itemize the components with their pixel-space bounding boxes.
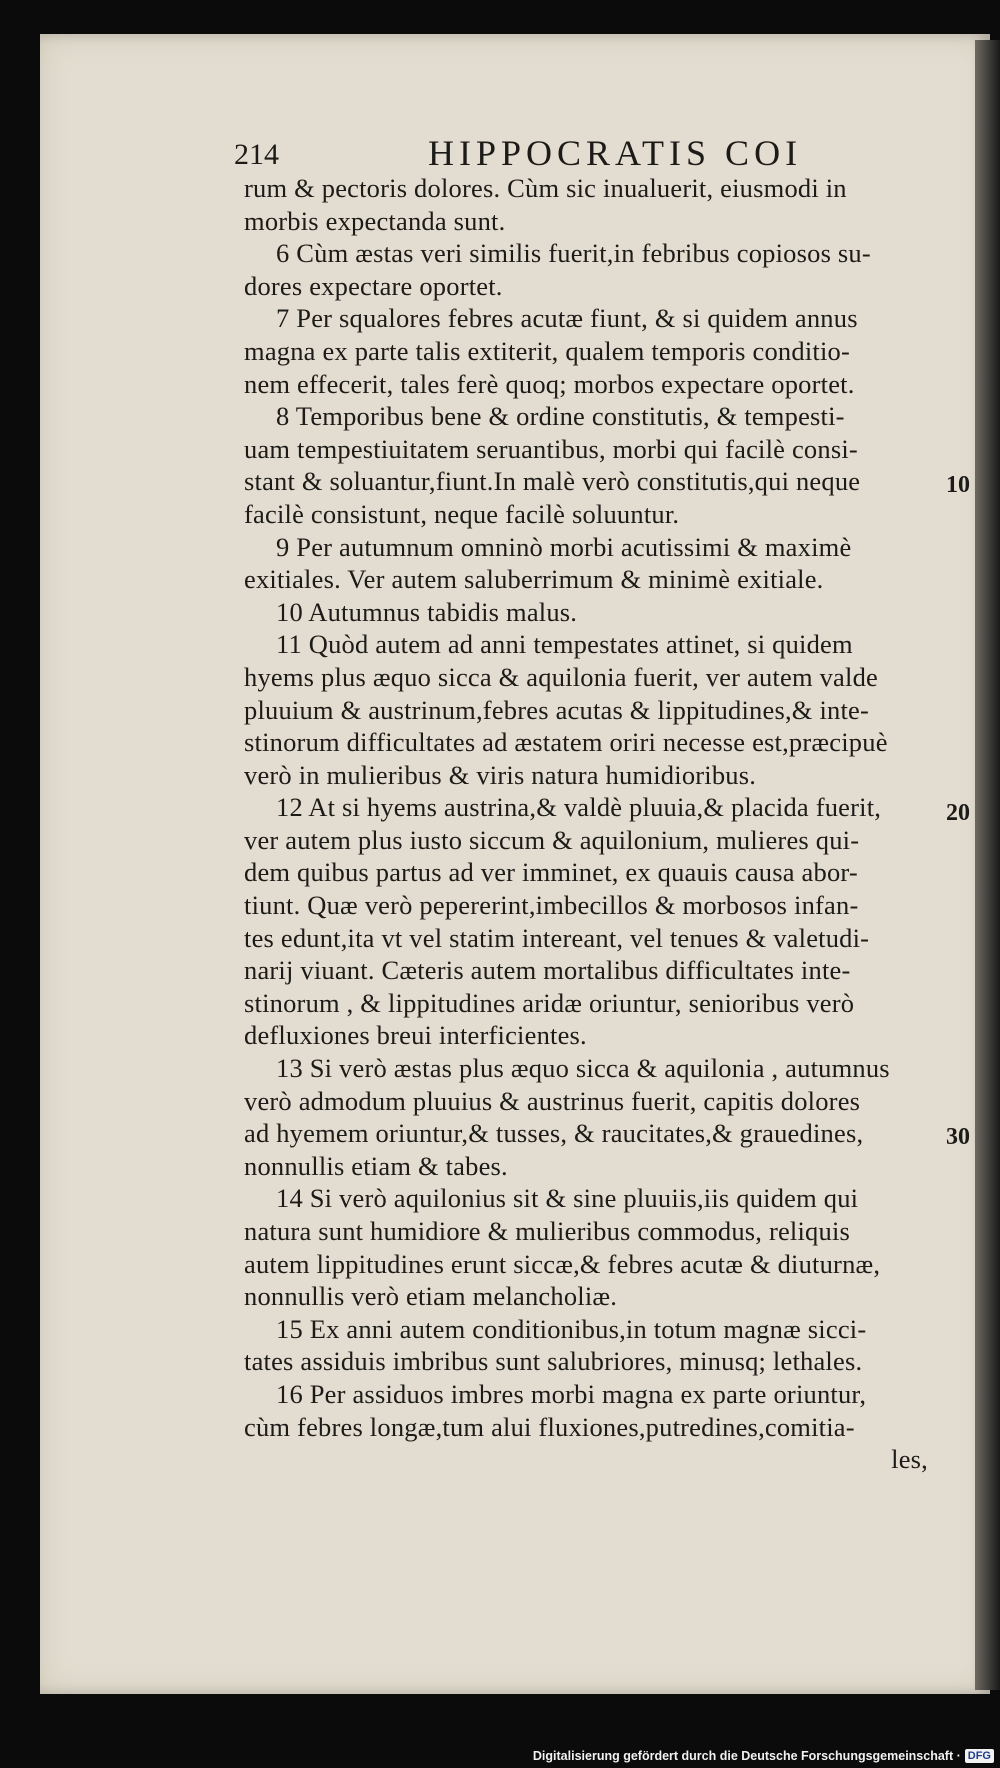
credit-text: Digitalisierung gefördert durch die Deutsche Forschungsgemeinschaft · [532,1749,961,1763]
text-line: verò in mulieribus & viris natura humidioribus. [244,759,757,790]
text-line: defluxiones breui interficientes. [244,1020,587,1051]
text-line: stinorum difficultates ad æstatem oriri necesse est,præcipuè [244,727,888,758]
text-line: nonnullis verò etiam melancholiæ. [244,1281,618,1312]
aphorism-11-line: 11 Quòd autem ad anni tempestates attinet, si quidem [276,629,853,660]
text-line: ad hyemem oriuntur,& tusses, & raucitates,& grauedines, [244,1118,864,1149]
text-line: dores expectare oportet. [244,270,503,301]
text-line: exitiales. Ver autem saluberrimum & minimè exitiale. [244,564,824,595]
text-line: tiunt. Quæ verò pepererint,imbecillos & morbosos infan- [244,890,859,921]
text-line: stant & soluantur,fiunt.In malè verò constitutis,qui neque [244,466,861,497]
text-line: autem lippitudines erunt siccæ,& febres acutæ & diuturnæ, [244,1248,881,1279]
text-line: hyems plus æquo sicca & aquilonia fuerit, ver autem valde [244,661,878,692]
text-line: pluuium & austrinum,febres acutas & lippitudines,& inte- [244,694,870,725]
aphorism-14-line: 14 Si verò aquilonius sit & sine pluuiis,iis quidem qui [276,1183,859,1214]
aphorism-9-line: 9 Per autumnum omninò morbi acutissimi & maximè [276,531,852,562]
aphorism-7-line: 7 Per squalores febres acutæ fiunt, & si quidem annus [276,303,858,334]
aphorism-6-line: 6 Cùm æstas veri similis fuerit,in febribus copiosos su- [276,238,871,269]
text-line: stinorum , & lippitudines aridæ oriuntur, senioribus verò [244,987,855,1018]
aphorism-12-line: 12 At si hyems austrina,& valdè pluuia,& placida fuerit, [276,792,882,823]
aphorism-8-line: 8 Temporibus bene & ordine constitutis, & tempesti- [276,401,845,432]
running-title: HIPPOCRATIS COI [428,133,803,173]
text-line: facilè consistunt, neque facilè soluuntur. [244,498,680,529]
text-line: magna ex parte talis extiterit, qualem temporis conditio- [244,335,850,366]
text-line: nem effecerit, tales ferè quoq; morbos expectare oportet. [244,368,855,399]
text-line: uam tempestiuitatem seruantibus, morbi qui facilè consi- [244,433,858,464]
margin-line-number: 10 [946,472,970,498]
aphorism-10-line: 10 Autumnus tabidis malus. [276,596,578,627]
body-text [244,172,934,1476]
page-header [196,132,896,176]
text-line: morbis expectanda sunt. [244,205,506,236]
dfg-logo: DFG [965,1749,994,1763]
text-line: rum & pectoris dolores. Cùm sic inualuerit, eiusmodi in [244,173,847,203]
page-edge-shadow [975,40,1000,1690]
margin-line-number: 20 [946,800,970,826]
page-number: 214 [234,138,279,171]
text-line: tes edunt,ita vt vel statim intereant, vel tenues & valetudi- [244,922,870,953]
text-line: narij viuant. Cæteris autem mortalibus difficultates inte- [244,955,851,986]
catchword: les, [891,1444,928,1475]
text-line: natura sunt humidiore & mulieribus commodus, reliquis [244,1216,851,1246]
aphorism-15-line: 15 Ex anni autem conditionibus,in totum magnæ sicci- [276,1313,867,1344]
text-line: verò admodum pluuius & austrinus fuerit, capitis dolores [244,1085,861,1116]
aphorism-16-line: 16 Per assiduos imbres morbi magna ex parte oriuntur, [276,1378,867,1409]
digitization-credit [533,1746,994,1766]
margin-line-number: 30 [946,1124,970,1150]
text-line: cùm febres longæ,tum alui fluxiones,putredines,comitia- [244,1411,855,1442]
aphorism-13-line: 13 Si verò æstas plus æquo sicca & aquilonia , autumnus [276,1053,890,1084]
text-line: tates assiduis imbribus sunt salubriores, minusq; lethales. [244,1346,863,1377]
text-line: dem quibus partus ad ver imminet, ex quauis causa abor- [244,857,858,888]
text-line: ver autem plus iusto siccum & aquilonium, mulieres qui- [244,824,860,855]
text-line: nonnullis etiam & tabes. [244,1150,508,1181]
